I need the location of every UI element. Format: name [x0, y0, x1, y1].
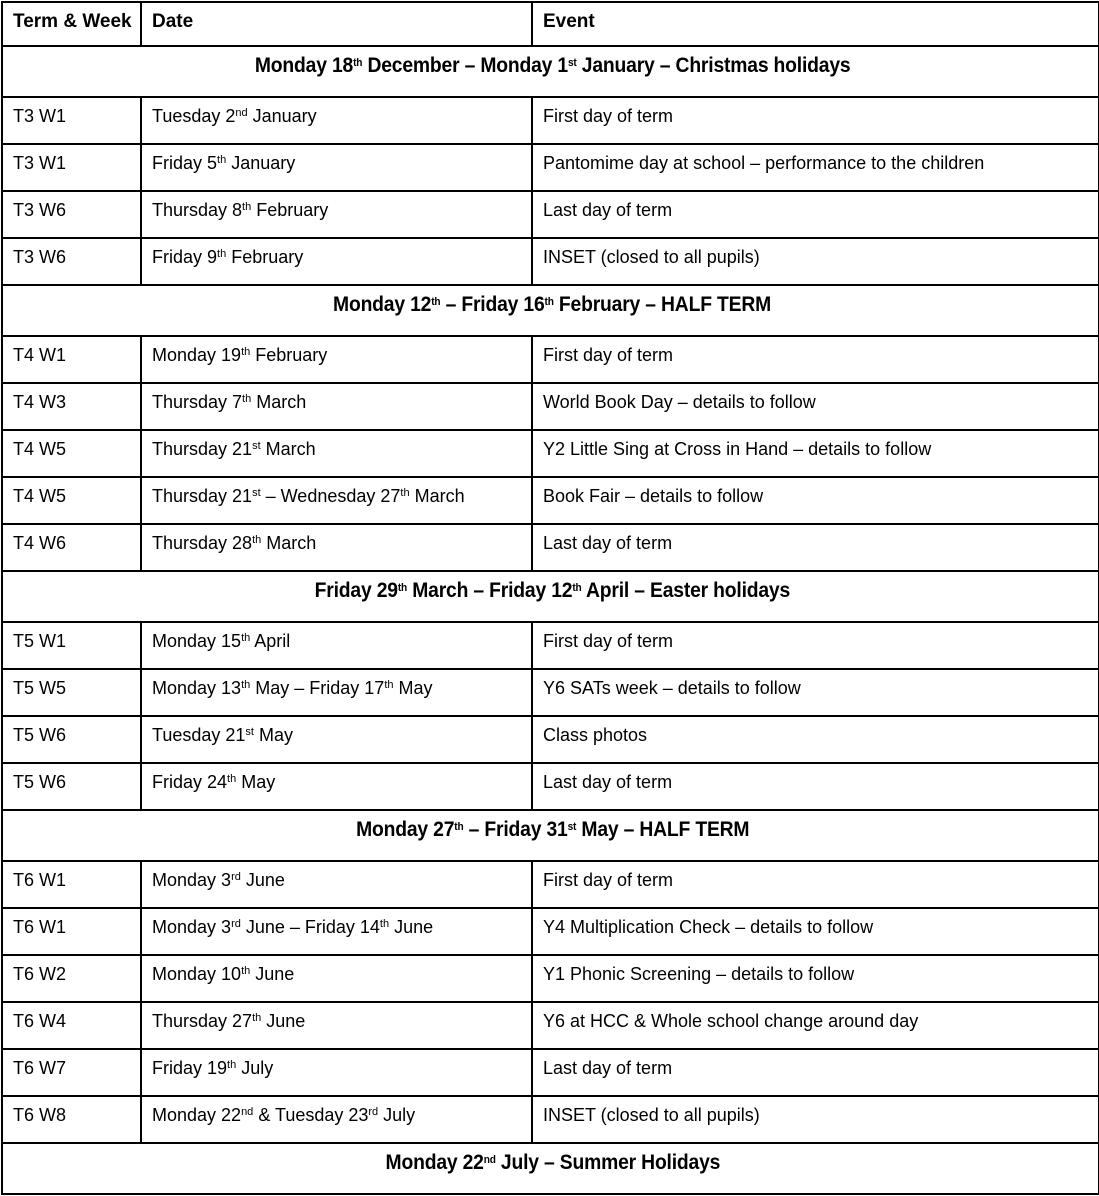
event-cell: Book Fair – details to follow	[532, 477, 1099, 524]
holiday-banner-half-term-may	[2, 810, 1099, 861]
event-cell: First day of term	[532, 861, 1099, 908]
date-cell: Tuesday 2nd January	[141, 97, 532, 144]
date-cell: Monday 3rd June	[141, 861, 532, 908]
event-cell: INSET (closed to all pupils)	[532, 238, 1099, 285]
table-row	[2, 955, 1099, 1002]
term-week-cell: T5 W5	[2, 669, 141, 716]
date-cell: Thursday 7th March	[141, 383, 532, 430]
table-row	[2, 1002, 1099, 1049]
holiday-banner-cell	[2, 1143, 1099, 1194]
holiday-banner-text: Monday 12th – Friday 16th February – HALF TERM	[333, 293, 772, 316]
term-week-cell: T3 W1	[2, 97, 141, 144]
holiday-banner-text: Monday 18th December – Monday 1st January – Christmas holidays	[254, 54, 851, 77]
term-week-cell: T6 W1	[2, 861, 141, 908]
term-week-cell: T4 W6	[2, 524, 141, 571]
event-cell: Y1 Phonic Screening – details to follow	[532, 955, 1099, 1002]
event-cell: Last day of term	[532, 524, 1099, 571]
event-cell: Y4 Multiplication Check – details to follow	[532, 908, 1099, 955]
term-week-cell: T4 W5	[2, 477, 141, 524]
event-cell: INSET (closed to all pupils)	[532, 1096, 1099, 1143]
date-cell: Monday 15th April	[141, 622, 532, 669]
table-row	[2, 191, 1099, 238]
event-cell: First day of term	[532, 622, 1099, 669]
table-row	[2, 861, 1099, 908]
date-cell: Monday 22nd & Tuesday 23rd July	[141, 1096, 532, 1143]
table-row	[2, 716, 1099, 763]
event-cell: Last day of term	[532, 1049, 1099, 1096]
event-cell: First day of term	[532, 97, 1099, 144]
column-header-date: Date	[141, 2, 532, 46]
term-week-cell: T6 W2	[2, 955, 141, 1002]
table-row	[2, 524, 1099, 571]
event-cell: Y6 at HCC & Whole school change around day	[532, 1002, 1099, 1049]
holiday-banner-summer	[2, 1143, 1099, 1194]
holiday-banner-cell	[2, 810, 1099, 861]
date-cell: Monday 19th February	[141, 336, 532, 383]
event-cell: First day of term	[532, 336, 1099, 383]
event-cell: Pantomime day at school – performance to the children	[532, 144, 1099, 191]
column-header-event: Event	[532, 2, 1099, 46]
term-dates-document	[0, 1, 1099, 1195]
table-row	[2, 477, 1099, 524]
table-row	[2, 144, 1099, 191]
holiday-banner-text: Friday 29th March – Friday 12th April – Easter holidays	[314, 579, 791, 602]
holiday-banner-easter	[2, 571, 1099, 622]
term-week-cell: T5 W6	[2, 716, 141, 763]
table-row	[2, 622, 1099, 669]
table-header-row	[2, 2, 1099, 46]
event-cell: Class photos	[532, 716, 1099, 763]
holiday-banner-text: Monday 27th – Friday 31st May – HALF TERM	[355, 818, 750, 841]
table-row	[2, 383, 1099, 430]
date-cell: Thursday 8th February	[141, 191, 532, 238]
date-cell: Friday 5th January	[141, 144, 532, 191]
event-cell: World Book Day – details to follow	[532, 383, 1099, 430]
table-row	[2, 97, 1099, 144]
date-cell: Thursday 21st – Wednesday 27th March	[141, 477, 532, 524]
term-dates-table	[1, 1, 1099, 1195]
term-week-cell: T6 W1	[2, 908, 141, 955]
table-row	[2, 669, 1099, 716]
event-cell: Y6 SATs week – details to follow	[532, 669, 1099, 716]
holiday-banner-cell	[2, 285, 1099, 336]
table-row	[2, 1096, 1099, 1143]
term-week-cell: T4 W1	[2, 336, 141, 383]
date-cell: Thursday 21st March	[141, 430, 532, 477]
term-week-cell: T3 W6	[2, 191, 141, 238]
date-cell: Monday 13th May – Friday 17th May	[141, 669, 532, 716]
term-week-cell: T6 W4	[2, 1002, 141, 1049]
date-cell: Monday 3rd June – Friday 14th June	[141, 908, 532, 955]
table-row	[2, 430, 1099, 477]
term-week-cell: T3 W1	[2, 144, 141, 191]
holiday-banner-christmas	[2, 46, 1099, 97]
event-cell: Last day of term	[532, 763, 1099, 810]
term-week-cell: T3 W6	[2, 238, 141, 285]
date-cell: Thursday 27th June	[141, 1002, 532, 1049]
term-week-cell: T5 W1	[2, 622, 141, 669]
term-week-cell: T4 W3	[2, 383, 141, 430]
date-cell: Thursday 28th March	[141, 524, 532, 571]
event-cell: Y2 Little Sing at Cross in Hand – details to follow	[532, 430, 1099, 477]
holiday-banner-half-term-february	[2, 285, 1099, 336]
date-cell: Friday 24th May	[141, 763, 532, 810]
column-header-term-week: Term & Week	[2, 2, 141, 46]
holiday-banner-cell	[2, 46, 1099, 97]
date-cell: Friday 19th July	[141, 1049, 532, 1096]
term-week-cell: T6 W8	[2, 1096, 141, 1143]
term-week-cell: T4 W5	[2, 430, 141, 477]
table-row	[2, 238, 1099, 285]
table-row	[2, 336, 1099, 383]
holiday-banner-text: Monday 22nd July – Summer Holidays	[385, 1151, 720, 1174]
date-cell: Tuesday 21st May	[141, 716, 532, 763]
term-week-cell: T5 W6	[2, 763, 141, 810]
table-row	[2, 1049, 1099, 1096]
event-cell: Last day of term	[532, 191, 1099, 238]
table-row	[2, 908, 1099, 955]
table-row	[2, 763, 1099, 810]
date-cell: Friday 9th February	[141, 238, 532, 285]
holiday-banner-cell	[2, 571, 1099, 622]
term-week-cell: T6 W7	[2, 1049, 141, 1096]
date-cell: Monday 10th June	[141, 955, 532, 1002]
